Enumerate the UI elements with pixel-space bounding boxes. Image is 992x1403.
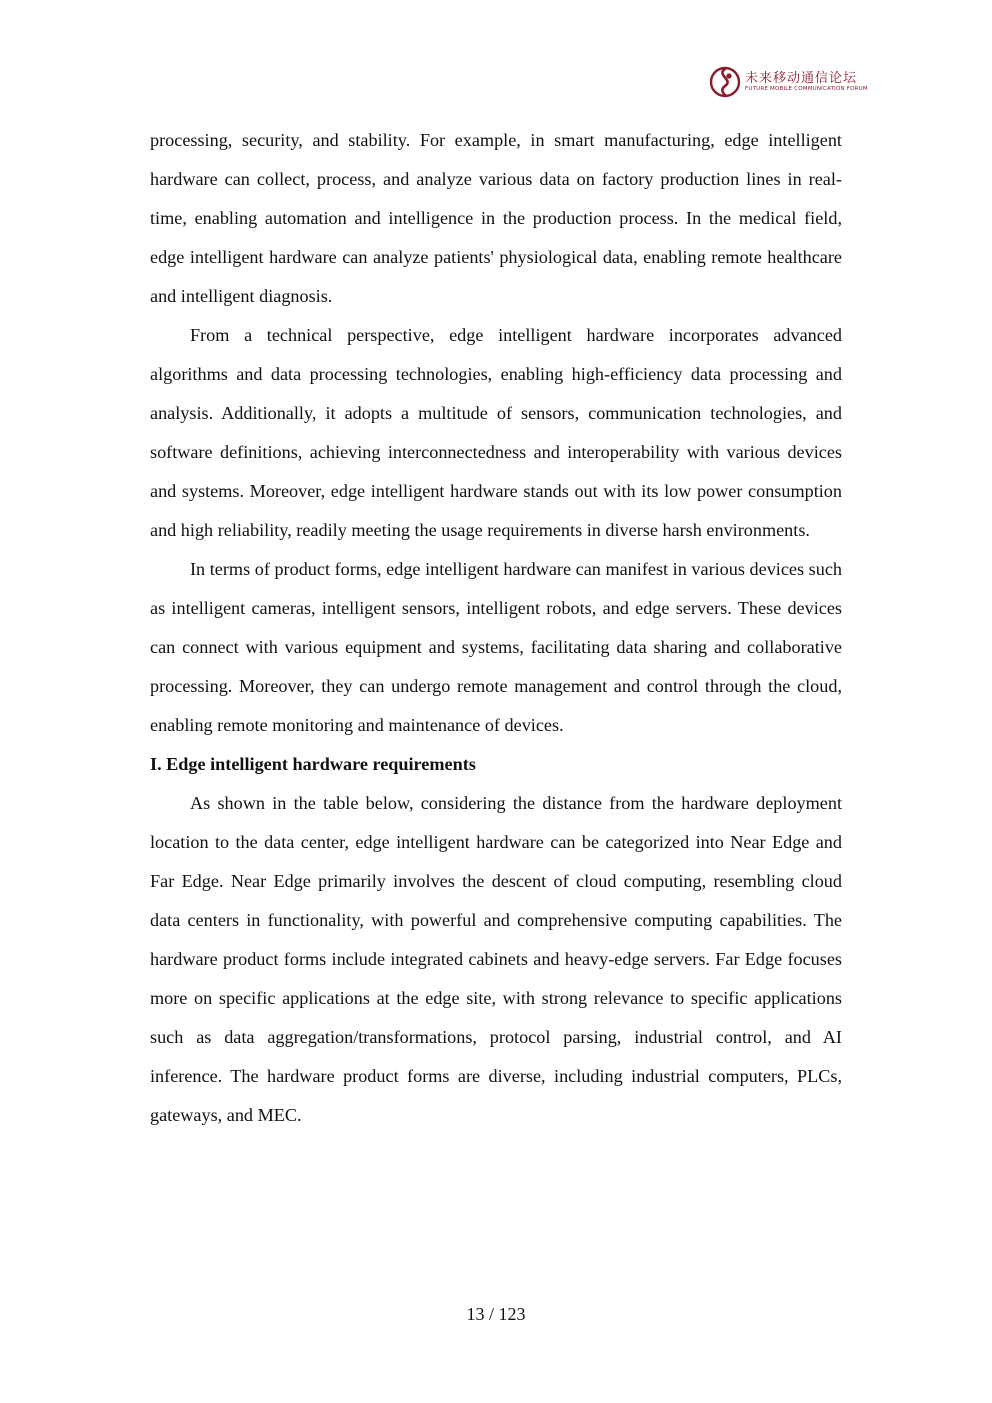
header-logo [709, 66, 868, 98]
paragraph-product-forms: In terms of product forms, edge intelligent hardware can manifest in various devices such as intelligent cameras, intelligent sensors, intelligent robots, and edge servers. These devices can connect with various equipment and systems, facilitating data sharing and collaborative processing. Moreover, they can undergo remote management and control through the cloud, enabling remote monitoring and maintenance of devices. [150, 559, 842, 735]
document-body [150, 121, 842, 1135]
logo-english-name: FUTURE MOBILE COMMUNICATION FORUM [745, 86, 868, 92]
paragraph-continued: processing, security, and stability. For example, in smart manufacturing, edge intelligent hardware can collect, process, and analyze various data on factory production lines in real-time, enabling automation and intelligence in the production process. In the medical field, edge intelligent hardware can analyze patients' physiological data, enabling remote healthcare and intelligent diagnosis. [150, 130, 842, 306]
paragraph-near-far-edge: As shown in the table below, considering the distance from the hardware deployment location to the data center, edge intelligent hardware can be categorized into Near Edge and Far Edge. Near Edge primarily involves the descent of cloud computing, resembling cloud data centers in functionality, with powerful and comprehensive computing capabilities. The hardware product forms include integrated cabinets and heavy-edge servers. Far Edge focuses more on specific applications at the edge site, with strong relevance to specific applications such as data aggregation/transformations, protocol parsing, industrial control, and AI inference. The hardware product forms are diverse, including industrial computers, PLCs, gateways, and MEC. [150, 793, 842, 1125]
logo-chinese-name: 未来移动通信论坛 [745, 71, 858, 86]
section-heading: I. Edge intelligent hardware requirements [150, 754, 476, 774]
logo-text [745, 71, 868, 93]
forum-logo-icon [709, 66, 741, 98]
paragraph-technical-perspective: From a technical perspective, edge intelligent hardware incorporates advanced algorithms and data processing technologies, enabling high-efficiency data processing and analysis. Additionally, it adopts a multitude of sensors, communication technologies, and software definitions, achieving interconnectedness and interoperability with various devices and systems. Moreover, edge intelligent hardware stands out with its low power consumption and high reliability, readily meeting the usage requirements in diverse harsh environments. [150, 325, 842, 540]
page-number: 13 / 123 [466, 1304, 526, 1324]
